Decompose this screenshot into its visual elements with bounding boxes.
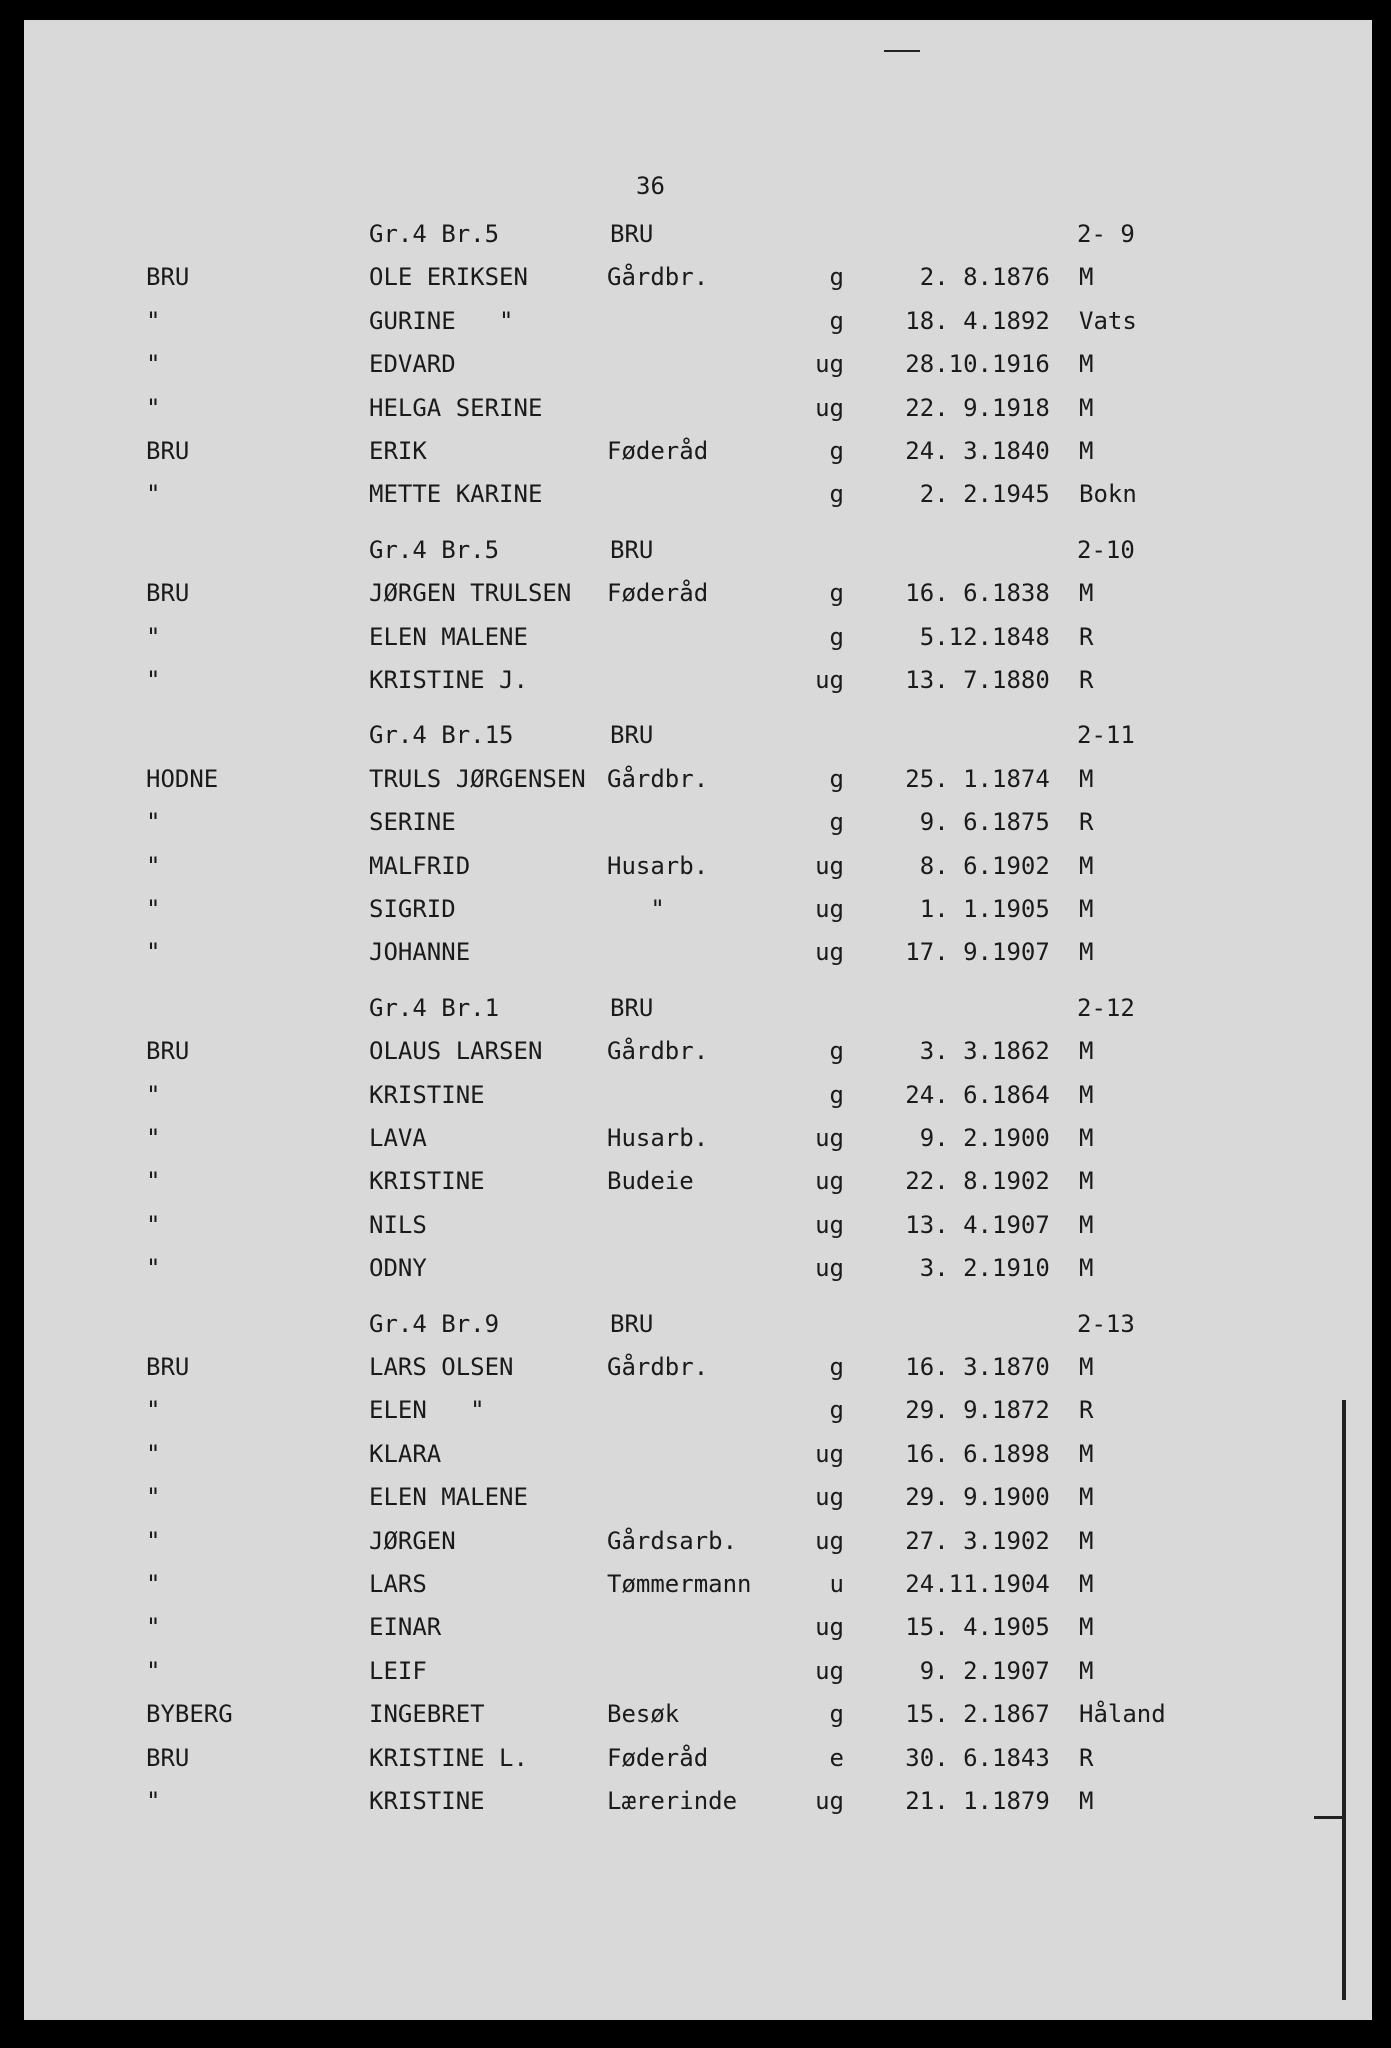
header-group: Gr.4 Br.1 bbox=[369, 993, 500, 1022]
person-name: GURINE " bbox=[369, 306, 514, 335]
birth-date: 30. 6. bbox=[905, 1743, 992, 1772]
birthplace: R bbox=[1079, 622, 1094, 651]
birth-year: 1864 bbox=[992, 1080, 1050, 1109]
birth-date: 1. 1. bbox=[919, 895, 992, 923]
person-name: ERIK bbox=[369, 437, 427, 465]
birth-year: 1875 bbox=[992, 808, 1050, 837]
farm-name: " bbox=[146, 895, 161, 923]
birth-year: 1862 bbox=[992, 1037, 1050, 1066]
farm-name: " bbox=[146, 306, 161, 335]
birth-year: 1916 bbox=[992, 350, 1050, 379]
birth-date: 17. 9. bbox=[905, 938, 992, 967]
birthplace: R bbox=[1079, 808, 1094, 837]
birth-year: 1918 bbox=[992, 393, 1050, 422]
birthplace: M bbox=[1079, 1124, 1094, 1152]
person-row bbox=[24, 1118, 1372, 1158]
marital-status: ug bbox=[815, 1124, 844, 1152]
birth-date: 24. 3. bbox=[905, 437, 992, 465]
person-row bbox=[24, 1694, 1372, 1734]
farm-name: " bbox=[146, 1167, 161, 1196]
occupation: Gårdbr. bbox=[607, 764, 709, 793]
person-row bbox=[24, 889, 1372, 929]
person-row bbox=[24, 1434, 1372, 1474]
birth-date: 15. 2. bbox=[905, 1700, 992, 1729]
birth-date: 13. 4. bbox=[905, 1210, 992, 1239]
header-sequence: 2- 9 bbox=[1077, 220, 1135, 248]
occupation: Lærerinde bbox=[607, 1787, 738, 1815]
marital-status: g bbox=[829, 579, 844, 608]
page-number: 36 bbox=[636, 172, 665, 200]
birth-year: 1902 bbox=[992, 851, 1050, 880]
birth-year: 1848 bbox=[992, 622, 1050, 651]
birth-date: 16. 3. bbox=[905, 1353, 992, 1381]
person-row bbox=[24, 1781, 1372, 1821]
birthplace: M bbox=[1079, 393, 1094, 422]
header-group: Gr.4 Br.9 bbox=[369, 1309, 500, 1338]
farm-name: " bbox=[146, 1210, 161, 1239]
person-name: EINAR bbox=[369, 1613, 442, 1642]
farm-name: " bbox=[146, 1483, 161, 1512]
birthplace: Bokn bbox=[1079, 480, 1137, 509]
farm-name: BRU bbox=[146, 1037, 190, 1066]
marital-status: ug bbox=[815, 1254, 844, 1283]
birth-date: 2. 2. bbox=[919, 480, 992, 509]
birthplace: M bbox=[1079, 895, 1094, 923]
marital-status: ug bbox=[815, 895, 844, 923]
birth-date: 3. 3. bbox=[919, 1037, 992, 1066]
birth-date: 29. 9. bbox=[905, 1396, 992, 1425]
birthplace: M bbox=[1079, 851, 1094, 880]
birthplace: M bbox=[1079, 437, 1094, 465]
birth-year: 1870 bbox=[992, 1353, 1050, 1381]
section-header bbox=[24, 1304, 1372, 1344]
birth-date: 22. 9. bbox=[905, 393, 992, 422]
farm-name: " bbox=[146, 350, 161, 379]
birth-date: 3. 2. bbox=[919, 1254, 992, 1283]
marital-status: ug bbox=[815, 666, 844, 694]
person-name: MALFRID bbox=[369, 851, 471, 880]
farm-name: " bbox=[146, 1613, 161, 1642]
birth-year: 1907 bbox=[992, 938, 1050, 967]
person-name: KRISTINE L. bbox=[369, 1743, 528, 1772]
person-row bbox=[24, 802, 1372, 842]
birth-date: 9. 2. bbox=[919, 1124, 992, 1152]
birth-date: 28.10. bbox=[905, 350, 992, 379]
person-name: HELGA SERINE bbox=[369, 393, 543, 422]
person-name: LAVA bbox=[369, 1124, 427, 1152]
birthplace: M bbox=[1079, 1613, 1094, 1642]
birthplace: R bbox=[1079, 1396, 1094, 1425]
person-name: SERINE bbox=[369, 808, 456, 837]
marital-status: g bbox=[829, 306, 844, 335]
header-group: Gr.4 Br.5 bbox=[369, 220, 500, 248]
marital-status: ug bbox=[815, 393, 844, 422]
marital-status: g bbox=[829, 1353, 844, 1381]
header-sequence: 2-12 bbox=[1077, 993, 1135, 1022]
header-sequence: 2-10 bbox=[1077, 535, 1135, 564]
farm-name: " bbox=[146, 851, 161, 880]
birthplace: M bbox=[1079, 764, 1094, 793]
person-name: OLAUS LARSEN bbox=[369, 1037, 543, 1066]
birth-date: 15. 4. bbox=[905, 1613, 992, 1642]
birthplace: Vats bbox=[1079, 306, 1137, 335]
birth-year: 1900 bbox=[992, 1483, 1050, 1512]
birth-date: 9. 6. bbox=[919, 808, 992, 837]
marital-status: ug bbox=[815, 1439, 844, 1468]
birth-date: 21. 1. bbox=[905, 1787, 992, 1815]
birthplace: Håland bbox=[1079, 1700, 1166, 1729]
farm-name: " bbox=[146, 1439, 161, 1468]
marital-status: g bbox=[829, 1396, 844, 1425]
occupation: Husarb. bbox=[607, 1124, 709, 1152]
person-row bbox=[24, 1477, 1372, 1517]
birth-year: 1902 bbox=[992, 1526, 1050, 1555]
birthplace: M bbox=[1079, 1656, 1094, 1685]
birthplace: M bbox=[1079, 263, 1094, 292]
birth-year: 1874 bbox=[992, 764, 1050, 793]
birth-date: 2. 8. bbox=[919, 263, 992, 292]
person-row bbox=[24, 301, 1372, 341]
occupation: Gårdbr. bbox=[607, 1037, 709, 1066]
birthplace: M bbox=[1079, 579, 1094, 608]
birth-date: 16. 6. bbox=[905, 1439, 992, 1468]
person-name: KRISTINE bbox=[369, 1167, 485, 1196]
birth-date: 22. 8. bbox=[905, 1167, 992, 1196]
farm-name: " bbox=[146, 808, 161, 837]
birth-year: 1840 bbox=[992, 437, 1050, 465]
birthplace: M bbox=[1079, 1787, 1094, 1815]
farm-name: " bbox=[146, 666, 161, 694]
person-name: TRULS JØRGENSEN bbox=[369, 764, 586, 793]
birth-year: 1900 bbox=[992, 1124, 1050, 1152]
birth-year: 1905 bbox=[992, 1613, 1050, 1642]
farm-name: " bbox=[146, 1570, 161, 1598]
person-row bbox=[24, 1161, 1372, 1201]
farm-name: " bbox=[146, 393, 161, 422]
farm-name: BRU bbox=[146, 579, 190, 608]
person-row bbox=[24, 1564, 1372, 1604]
marital-status: ug bbox=[815, 350, 844, 379]
birth-year: 1838 bbox=[992, 579, 1050, 608]
birth-year: 1904 bbox=[992, 1570, 1050, 1598]
section-header bbox=[24, 715, 1372, 755]
birth-date: 8. 6. bbox=[919, 851, 992, 880]
birth-year: 1907 bbox=[992, 1210, 1050, 1239]
farm-name: " bbox=[146, 480, 161, 509]
person-row bbox=[24, 474, 1372, 514]
birthplace: M bbox=[1079, 1353, 1094, 1381]
birthplace: M bbox=[1079, 350, 1094, 379]
person-row bbox=[24, 1205, 1372, 1245]
section-header bbox=[24, 530, 1372, 570]
person-row bbox=[24, 1347, 1372, 1387]
person-row bbox=[24, 759, 1372, 799]
person-name: JØRGEN TRULSEN bbox=[369, 579, 572, 608]
person-name: ELEN " bbox=[369, 1396, 485, 1425]
birthplace: M bbox=[1079, 1210, 1094, 1239]
person-row bbox=[24, 1651, 1372, 1691]
marital-status: g bbox=[829, 263, 844, 292]
marital-status: ug bbox=[815, 1483, 844, 1512]
marital-status: g bbox=[829, 480, 844, 509]
birthplace: M bbox=[1079, 1037, 1094, 1066]
birthplace: M bbox=[1079, 1167, 1094, 1196]
occupation: Føderåd bbox=[607, 1743, 709, 1772]
header-group: Gr.4 Br.15 bbox=[369, 721, 514, 750]
farm-name: " bbox=[146, 1254, 161, 1283]
header-sequence: 2-11 bbox=[1077, 721, 1135, 750]
farm-name: " bbox=[146, 1787, 161, 1815]
farm-name: HODNE bbox=[146, 764, 219, 793]
person-row bbox=[24, 1521, 1372, 1561]
person-row bbox=[24, 1031, 1372, 1071]
header-sequence: 2-13 bbox=[1077, 1309, 1135, 1338]
top-scan-mark bbox=[884, 50, 920, 52]
header-place: BRU bbox=[610, 1309, 654, 1338]
marital-status: g bbox=[829, 764, 844, 793]
marital-status: g bbox=[829, 622, 844, 651]
birthplace: M bbox=[1079, 1483, 1094, 1512]
birth-date: 27. 3. bbox=[905, 1526, 992, 1555]
birthplace: M bbox=[1079, 1526, 1094, 1555]
birth-year: 1905 bbox=[992, 895, 1050, 923]
person-name: EDVARD bbox=[369, 350, 456, 379]
farm-name: BRU bbox=[146, 1743, 190, 1772]
birthplace: M bbox=[1079, 1439, 1094, 1468]
occupation: Føderåd bbox=[607, 437, 709, 465]
person-name: LEIF bbox=[369, 1656, 427, 1685]
birth-date: 29. 9. bbox=[905, 1483, 992, 1512]
person-name: KLARA bbox=[369, 1439, 442, 1468]
farm-name: " bbox=[146, 1526, 161, 1555]
farm-name: BRU bbox=[146, 263, 190, 292]
marital-status: ug bbox=[815, 851, 844, 880]
farm-name: BRU bbox=[146, 437, 190, 465]
birthplace: R bbox=[1079, 1743, 1094, 1772]
header-group: Gr.4 Br.5 bbox=[369, 535, 500, 564]
person-row bbox=[24, 932, 1372, 972]
birth-year: 1945 bbox=[992, 480, 1050, 509]
farm-name: " bbox=[146, 622, 161, 651]
marital-status: ug bbox=[815, 1210, 844, 1239]
birth-year: 1879 bbox=[992, 1787, 1050, 1815]
marital-status: g bbox=[829, 1700, 844, 1729]
occupation: Gårdsarb. bbox=[607, 1526, 738, 1555]
birth-date: 16. 6. bbox=[905, 579, 992, 608]
person-row bbox=[24, 660, 1372, 700]
birthplace: M bbox=[1079, 1080, 1094, 1109]
person-row bbox=[24, 257, 1372, 297]
person-name: JOHANNE bbox=[369, 938, 471, 967]
person-name: ELEN MALENE bbox=[369, 1483, 528, 1512]
person-name: SIGRID bbox=[369, 895, 456, 923]
birth-date: 9. 2. bbox=[919, 1656, 992, 1685]
farm-name: " bbox=[146, 1656, 161, 1685]
marital-status: u bbox=[829, 1570, 844, 1598]
section-header bbox=[24, 214, 1372, 254]
occupation: Tømmermann bbox=[607, 1570, 752, 1598]
farm-name: BYBERG bbox=[146, 1700, 233, 1729]
birthplace: M bbox=[1079, 1254, 1094, 1283]
person-row bbox=[24, 431, 1372, 471]
marital-status: ug bbox=[815, 1167, 844, 1196]
person-name: JØRGEN bbox=[369, 1526, 456, 1555]
person-name: OLE ERIKSEN bbox=[369, 263, 528, 292]
occupation: Budeie bbox=[607, 1167, 694, 1196]
farm-name: BRU bbox=[146, 1353, 190, 1381]
birth-year: 1898 bbox=[992, 1439, 1050, 1468]
occupation: Besøk bbox=[607, 1700, 680, 1729]
occupation: Gårdbr. bbox=[607, 1353, 709, 1381]
marital-status: ug bbox=[815, 1526, 844, 1555]
person-row bbox=[24, 1248, 1372, 1288]
birth-year: 1867 bbox=[992, 1700, 1050, 1729]
occupation: Føderåd bbox=[607, 579, 709, 608]
person-name: LARS OLSEN bbox=[369, 1353, 514, 1381]
farm-name: " bbox=[146, 1080, 161, 1109]
header-place: BRU bbox=[610, 721, 654, 750]
section-header bbox=[24, 988, 1372, 1028]
birth-year: 1907 bbox=[992, 1656, 1050, 1685]
person-name: METTE KARINE bbox=[369, 480, 543, 509]
birth-date: 18. 4. bbox=[905, 306, 992, 335]
person-name: KRISTINE J. bbox=[369, 666, 528, 694]
occupation: Husarb. bbox=[607, 851, 709, 880]
marital-status: g bbox=[829, 437, 844, 465]
marital-status: ug bbox=[815, 938, 844, 967]
occupation: Gårdbr. bbox=[607, 263, 709, 292]
birth-date: 24.11. bbox=[905, 1570, 992, 1598]
birth-date: 5.12. bbox=[919, 622, 992, 651]
birthplace: M bbox=[1079, 938, 1094, 967]
birth-year: 1910 bbox=[992, 1254, 1050, 1283]
birth-date: 13. 7. bbox=[905, 666, 992, 694]
farm-name: " bbox=[146, 938, 161, 967]
birth-date: 25. 1. bbox=[905, 764, 992, 793]
person-name: INGEBRET bbox=[369, 1700, 485, 1729]
person-name: ELEN MALENE bbox=[369, 622, 528, 651]
marital-status: ug bbox=[815, 1787, 844, 1815]
birth-date: 24. 6. bbox=[905, 1080, 992, 1109]
person-row bbox=[24, 573, 1372, 613]
person-name: KRISTINE bbox=[369, 1787, 485, 1815]
marital-status: ug bbox=[815, 1656, 844, 1685]
marital-status: g bbox=[829, 808, 844, 837]
birthplace: M bbox=[1079, 1570, 1094, 1598]
birth-year: 1843 bbox=[992, 1743, 1050, 1772]
birth-year: 1880 bbox=[992, 666, 1050, 694]
person-name: KRISTINE bbox=[369, 1080, 485, 1109]
person-row bbox=[24, 388, 1372, 428]
birthplace: R bbox=[1079, 666, 1094, 694]
person-row bbox=[24, 1738, 1372, 1778]
marital-status: ug bbox=[815, 1613, 844, 1642]
farm-name: " bbox=[146, 1396, 161, 1425]
person-row bbox=[24, 1390, 1372, 1430]
person-name: NILS bbox=[369, 1210, 427, 1239]
header-place: BRU bbox=[610, 220, 654, 248]
person-row bbox=[24, 617, 1372, 657]
person-row bbox=[24, 1607, 1372, 1647]
header-place: BRU bbox=[610, 993, 654, 1022]
birth-year: 1876 bbox=[992, 263, 1050, 292]
farm-name: " bbox=[146, 1124, 161, 1152]
birth-year: 1892 bbox=[992, 306, 1050, 335]
header-place: BRU bbox=[610, 535, 654, 564]
person-row bbox=[24, 1075, 1372, 1115]
person-row bbox=[24, 846, 1372, 886]
person-name: ODNY bbox=[369, 1254, 427, 1283]
marital-status: e bbox=[829, 1743, 844, 1772]
birth-year: 1872 bbox=[992, 1396, 1050, 1425]
person-row bbox=[24, 344, 1372, 384]
marital-status: g bbox=[829, 1080, 844, 1109]
occupation: " bbox=[607, 895, 665, 923]
marital-status: g bbox=[829, 1037, 844, 1066]
census-page bbox=[24, 20, 1372, 2020]
person-name: LARS bbox=[369, 1570, 427, 1598]
birth-year: 1902 bbox=[992, 1167, 1050, 1196]
